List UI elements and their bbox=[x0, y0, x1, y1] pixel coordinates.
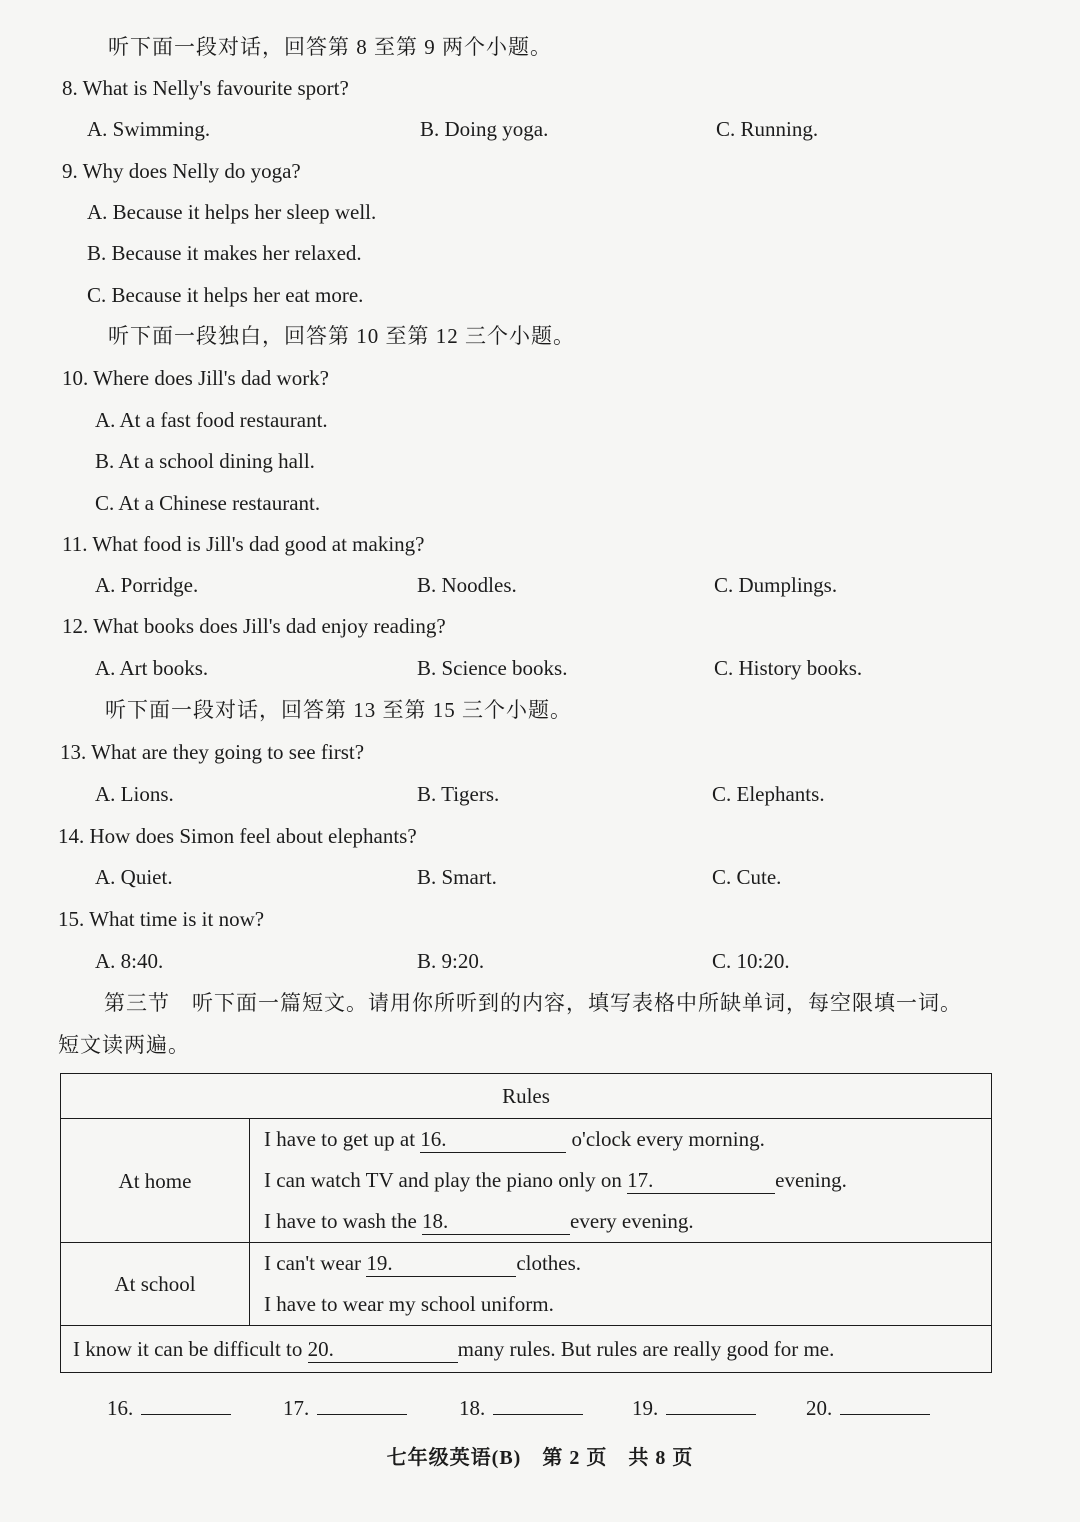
question-12: 12. What books does Jill's dad enjoy reading? bbox=[62, 614, 446, 638]
q11-option-a: A. Porridge. bbox=[95, 573, 199, 597]
rule-text: I have to get up at bbox=[264, 1127, 421, 1151]
page-footer: 七年级英语(B) 第 2 页 共 8 页 bbox=[386, 1447, 694, 1469]
question-9: 9. Why does Nelly do yoga? bbox=[62, 159, 301, 183]
q11-option-b: B. Noodles. bbox=[417, 573, 517, 597]
answer-line[interactable] bbox=[493, 1390, 583, 1415]
answer-20 bbox=[806, 1390, 930, 1421]
q8-option-b: B. Doing yoga. bbox=[420, 117, 549, 141]
blank-19[interactable] bbox=[366, 1250, 516, 1277]
answer-number: 20. bbox=[806, 1396, 833, 1420]
blank-17[interactable] bbox=[627, 1167, 775, 1194]
blank-number: 18. bbox=[422, 1209, 449, 1233]
answer-16 bbox=[107, 1390, 231, 1421]
q12-option-b: B. Science books. bbox=[417, 656, 568, 680]
question-11: 11. What food is Jill's dad good at making? bbox=[62, 532, 425, 556]
answer-line[interactable] bbox=[840, 1390, 930, 1415]
blank-number: 19. bbox=[366, 1251, 393, 1275]
answer-number: 19. bbox=[632, 1396, 659, 1420]
rule-text: o'clock every morning. bbox=[566, 1127, 765, 1151]
q8-option-c: C. Running. bbox=[716, 117, 819, 141]
rule-text: clothes. bbox=[516, 1251, 582, 1275]
blank-20[interactable] bbox=[308, 1336, 458, 1363]
q9-option-c: C. Because it helps her eat more. bbox=[87, 283, 364, 307]
q8-option-a: A. Swimming. bbox=[87, 117, 211, 141]
blank-16[interactable] bbox=[420, 1126, 566, 1153]
q13-option-a: A. Lions. bbox=[95, 782, 174, 806]
q15-option-a: A. 8:40. bbox=[95, 949, 164, 973]
table-title: Rules bbox=[61, 1074, 992, 1119]
blank-number: 16. bbox=[420, 1127, 447, 1151]
rule-text: evening. bbox=[775, 1168, 847, 1192]
answer-number: 18. bbox=[459, 1396, 486, 1420]
q14-option-c: C. Cute. bbox=[712, 865, 782, 889]
answer-19 bbox=[632, 1390, 756, 1421]
q15-option-b: B. 9:20. bbox=[417, 949, 485, 973]
q11-option-c: C. Dumplings. bbox=[714, 573, 838, 597]
question-13: 13. What are they going to see first? bbox=[60, 740, 365, 764]
rule-text: I have to wash the bbox=[264, 1209, 423, 1233]
rule-line-19 bbox=[250, 1243, 991, 1284]
rule-text: I know it can be difficult to bbox=[73, 1336, 308, 1361]
question-10: 10. Where does Jill's dad work? bbox=[62, 366, 330, 390]
answer-17 bbox=[283, 1390, 407, 1421]
answer-18 bbox=[459, 1390, 583, 1421]
rule-text: I can watch TV and play the piano only on bbox=[264, 1168, 628, 1192]
q12-option-c: C. History books. bbox=[714, 656, 863, 680]
q15-option-c: C. 10:20. bbox=[712, 949, 790, 973]
q9-option-a: A. Because it helps her sleep well. bbox=[87, 200, 377, 224]
q14-option-a: A. Quiet. bbox=[95, 865, 173, 889]
blank-18[interactable] bbox=[422, 1208, 570, 1235]
answer-line[interactable] bbox=[317, 1390, 407, 1415]
section3-instructions-cont: 短文读两遍。 bbox=[58, 1033, 190, 1057]
answer-number: 17. bbox=[283, 1396, 310, 1420]
at-home-label: At home bbox=[61, 1119, 250, 1243]
at-school-rules bbox=[250, 1243, 992, 1326]
blank-number: 20. bbox=[307, 1336, 334, 1361]
intro-10-12: 听下面一段独白，回答第 10 至第 12 三个小题。 bbox=[108, 324, 575, 348]
intro-8-9: 听下面一段对话，回答第 8 至第 9 两个小题。 bbox=[108, 35, 552, 59]
rule-text: many rules. But rules are really good for me. bbox=[457, 1336, 835, 1361]
q13-option-b: B. Tigers. bbox=[417, 782, 500, 806]
blank-number: 17. bbox=[627, 1168, 654, 1192]
at-school-label: At school bbox=[61, 1243, 250, 1326]
q10-option-b: B. At a school dining hall. bbox=[95, 449, 315, 473]
q10-option-c: C. At a Chinese restaurant. bbox=[95, 491, 321, 515]
intro-13-15: 听下面一段对话，回答第 13 至第 15 三个小题。 bbox=[105, 698, 572, 722]
rule-line-uniform: I have to wear my school uniform. bbox=[264, 1292, 554, 1316]
bottom-row bbox=[61, 1326, 992, 1373]
q14-option-b: B. Smart. bbox=[417, 865, 497, 889]
rule-line-16 bbox=[250, 1119, 991, 1160]
q10-option-a: A. At a fast food restaurant. bbox=[95, 408, 328, 432]
q13-option-c: C. Elephants. bbox=[712, 782, 825, 806]
rule-line-18 bbox=[250, 1201, 991, 1242]
answer-line[interactable] bbox=[141, 1390, 231, 1415]
answer-line[interactable] bbox=[666, 1390, 756, 1415]
q9-option-b: B. Because it makes her relaxed. bbox=[87, 241, 362, 265]
question-14: 14. How does Simon feel about elephants? bbox=[58, 824, 417, 848]
at-home-rules bbox=[250, 1119, 992, 1243]
rule-text: every evening. bbox=[570, 1209, 694, 1233]
rule-text: I can't wear bbox=[264, 1251, 367, 1275]
rule-line-17 bbox=[250, 1160, 991, 1201]
question-8: 8. What is Nelly's favourite sport? bbox=[62, 76, 349, 100]
answer-number: 16. bbox=[107, 1396, 134, 1420]
q12-option-a: A. Art books. bbox=[95, 656, 209, 680]
question-15: 15. What time is it now? bbox=[58, 907, 265, 931]
section3-instructions: 第三节 听下面一篇短文。请用你所听到的内容，填写表格中所缺单词，每空限填一词。 bbox=[104, 991, 962, 1015]
rules-table bbox=[60, 1073, 992, 1373]
